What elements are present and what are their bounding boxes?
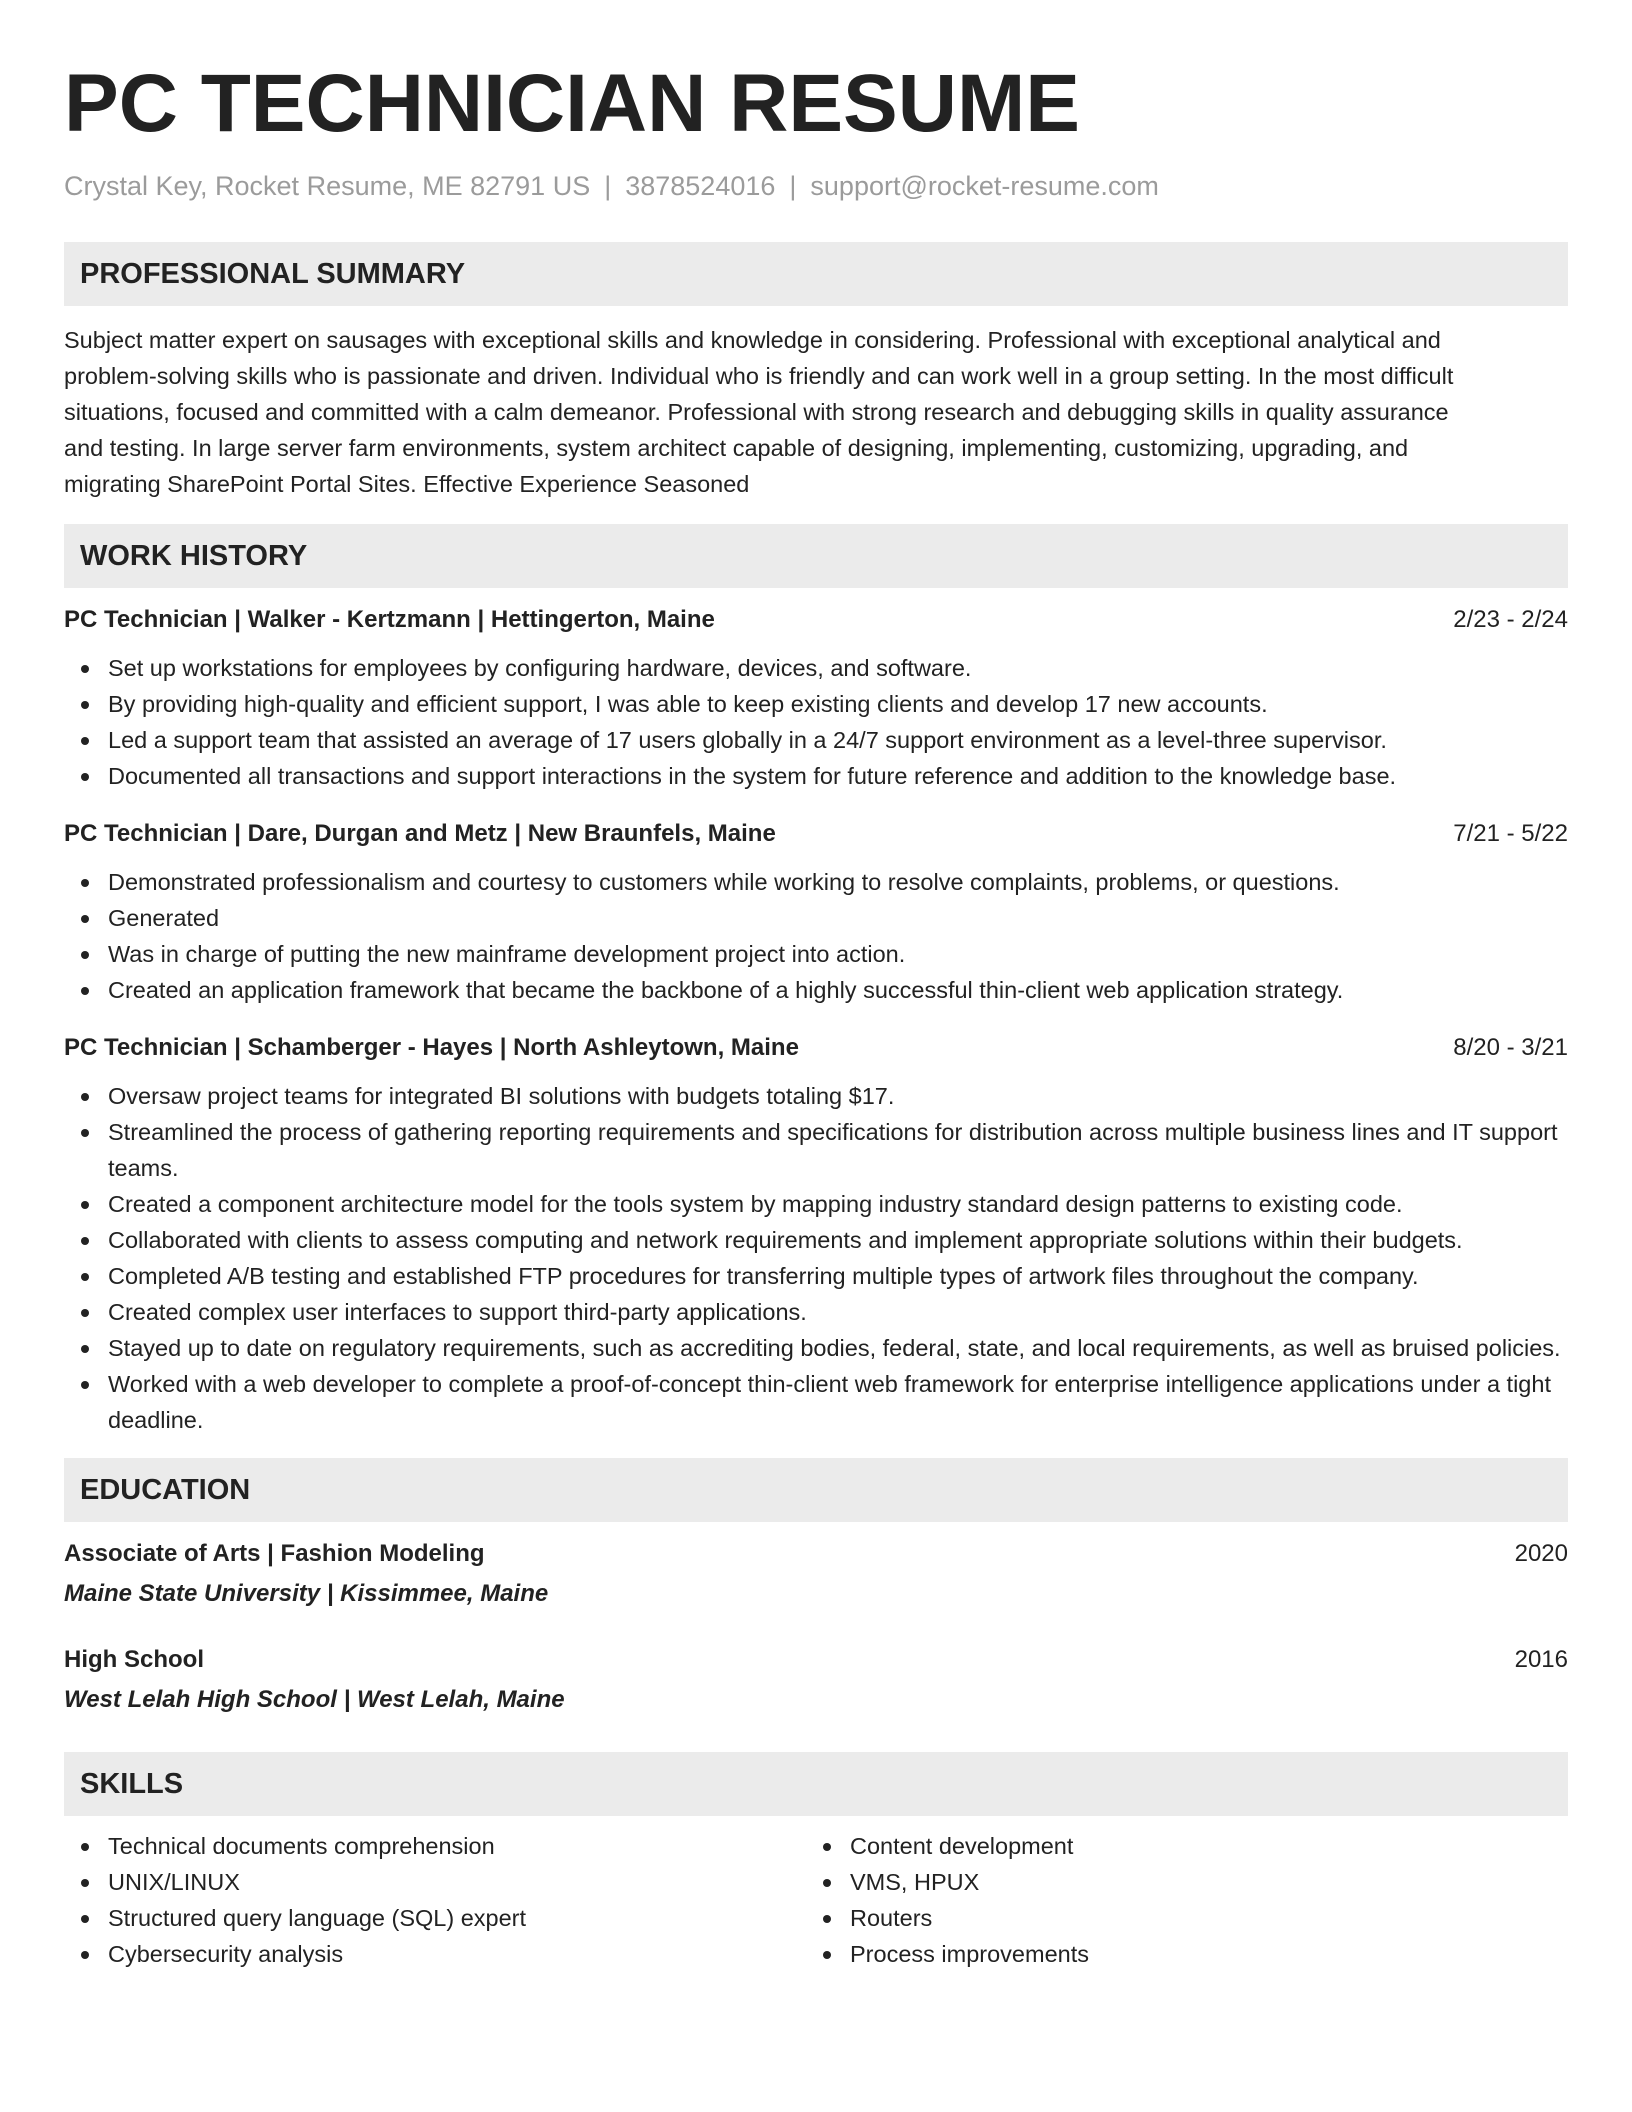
education-degree: Associate of Arts | Fashion Modeling xyxy=(64,1540,485,1567)
contact-phone: 3878524016 xyxy=(625,171,776,201)
job-entry xyxy=(64,602,1568,794)
summary-line: problem-solving skills who is passionate and driven. Individual who is friendly and can work well in a group setting. In the most difficult xyxy=(64,363,1454,389)
contact-line xyxy=(64,168,1568,204)
contact-email: support@rocket-resume.com xyxy=(810,171,1159,201)
job-bullet: Completed A/B testing and established FTP procedures for transferring multiple types of artwork files throughout the company. xyxy=(64,1258,1568,1294)
skill-item: Cybersecurity analysis xyxy=(64,1936,806,1972)
job-bullet: Documented all transactions and support interactions in the system for future reference and addition to the knowledge base. xyxy=(64,758,1568,794)
job-bullet: Was in charge of putting the new mainframe development project into action. xyxy=(64,936,1568,972)
job-entry xyxy=(64,816,1568,1008)
summary-line: migrating SharePoint Portal Sites. Effective Experience Seasoned xyxy=(64,471,750,497)
job-bullet: Oversaw project teams for integrated BI solutions with budgets totaling $17. xyxy=(64,1078,1568,1114)
skills-list xyxy=(64,1828,1568,1972)
job-dates: 2/23 - 2/24 xyxy=(1453,606,1568,633)
section-header-skills: SKILLS xyxy=(64,1752,1568,1816)
skills-column-left xyxy=(64,1828,806,1972)
summary-text xyxy=(64,322,1568,502)
section-header-work-history: WORK HISTORY xyxy=(64,524,1568,588)
job-title: PC Technician | Dare, Durgan and Metz | New Braunfels, Maine xyxy=(64,820,776,847)
education-entry xyxy=(64,1536,1568,1612)
job-bullets xyxy=(64,1078,1568,1438)
job-bullet: Created a component architecture model for the tools system by mapping industry standard design patterns to existing code. xyxy=(64,1186,1568,1222)
contact-separator: | xyxy=(604,171,612,201)
job-bullets xyxy=(64,650,1568,794)
job-dates: 7/21 - 5/22 xyxy=(1453,820,1568,847)
contact-separator: | xyxy=(789,171,797,201)
job-bullet: Set up workstations for employees by configuring hardware, devices, and software. xyxy=(64,650,1568,686)
education-school: Maine State University | Kissimmee, Maine xyxy=(64,1580,549,1607)
skill-item: Routers xyxy=(806,1900,1548,1936)
section-header-education: EDUCATION xyxy=(64,1458,1568,1522)
job-bullet: Generated xyxy=(64,900,1568,936)
education-year: 2020 xyxy=(1514,1540,1568,1567)
resume-page xyxy=(64,56,1568,1972)
section-header-summary: PROFESSIONAL SUMMARY xyxy=(64,242,1568,306)
job-title: PC Technician | Schamberger - Hayes | North Ashleytown, Maine xyxy=(64,1034,799,1061)
job-bullet: Stayed up to date on regulatory requirements, such as accrediting bodies, federal, state, and local requirements, as well as bruised policies. xyxy=(64,1330,1568,1366)
job-bullet: Collaborated with clients to assess computing and network requirements and implement appropriate solutions within their budgets. xyxy=(64,1222,1568,1258)
education-degree: High School xyxy=(64,1646,204,1673)
job-bullets xyxy=(64,864,1568,1008)
skill-item: Process improvements xyxy=(806,1936,1548,1972)
skill-item: Structured query language (SQL) expert xyxy=(64,1900,806,1936)
job-header xyxy=(64,816,1568,852)
skills-column-right xyxy=(806,1828,1548,1972)
job-bullet: Led a support team that assisted an average of 17 users globally in a 24/7 support environment as a level-three supervisor. xyxy=(64,722,1568,758)
job-header xyxy=(64,1030,1568,1066)
education-header xyxy=(64,1642,1568,1678)
contact-address: Crystal Key, Rocket Resume, ME 82791 US xyxy=(64,171,591,201)
education-header xyxy=(64,1536,1568,1572)
skill-item: UNIX/LINUX xyxy=(64,1864,806,1900)
job-title: PC Technician | Walker - Kertzmann | Hettingerton, Maine xyxy=(64,606,715,633)
job-bullet: Demonstrated professionalism and courtesy to customers while working to resolve complaints, problems, or questions. xyxy=(64,864,1568,900)
summary-line: and testing. In large server farm environments, system architect capable of designing, implementing, customizing, upgrading, and xyxy=(64,435,1409,461)
resume-title: PC TECHNICIAN RESUME xyxy=(64,58,1080,149)
job-dates: 8/20 - 3/21 xyxy=(1453,1034,1568,1061)
job-bullet: Streamlined the process of gathering reporting requirements and specifications for distribution across multiple business lines and IT support teams. xyxy=(64,1114,1568,1186)
job-bullet: Worked with a web developer to complete a proof-of-concept thin-client web framework for enterprise intelligence applications under a tight deadline. xyxy=(64,1366,1568,1438)
job-entry xyxy=(64,1030,1568,1438)
skill-item: Content development xyxy=(806,1828,1548,1864)
job-bullet: Created an application framework that became the backbone of a highly successful thin-client web application strategy. xyxy=(64,972,1568,1008)
job-bullet: Created complex user interfaces to support third-party applications. xyxy=(64,1294,1568,1330)
job-bullet: By providing high-quality and efficient support, I was able to keep existing clients and develop 17 new accounts. xyxy=(64,686,1568,722)
education-year: 2016 xyxy=(1514,1646,1568,1673)
summary-line: Subject matter expert on sausages with exceptional skills and knowledge in considering. Professional with exceptional analytical and xyxy=(64,327,1441,353)
skill-item: VMS, HPUX xyxy=(806,1864,1548,1900)
job-header xyxy=(64,602,1568,638)
education-school: West Lelah High School | West Lelah, Maine xyxy=(64,1686,565,1713)
skill-item: Technical documents comprehension xyxy=(64,1828,806,1864)
summary-line: situations, focused and committed with a calm demeanor. Professional with strong research and debugging skills in quality assurance xyxy=(64,399,1449,425)
education-entry xyxy=(64,1642,1568,1718)
